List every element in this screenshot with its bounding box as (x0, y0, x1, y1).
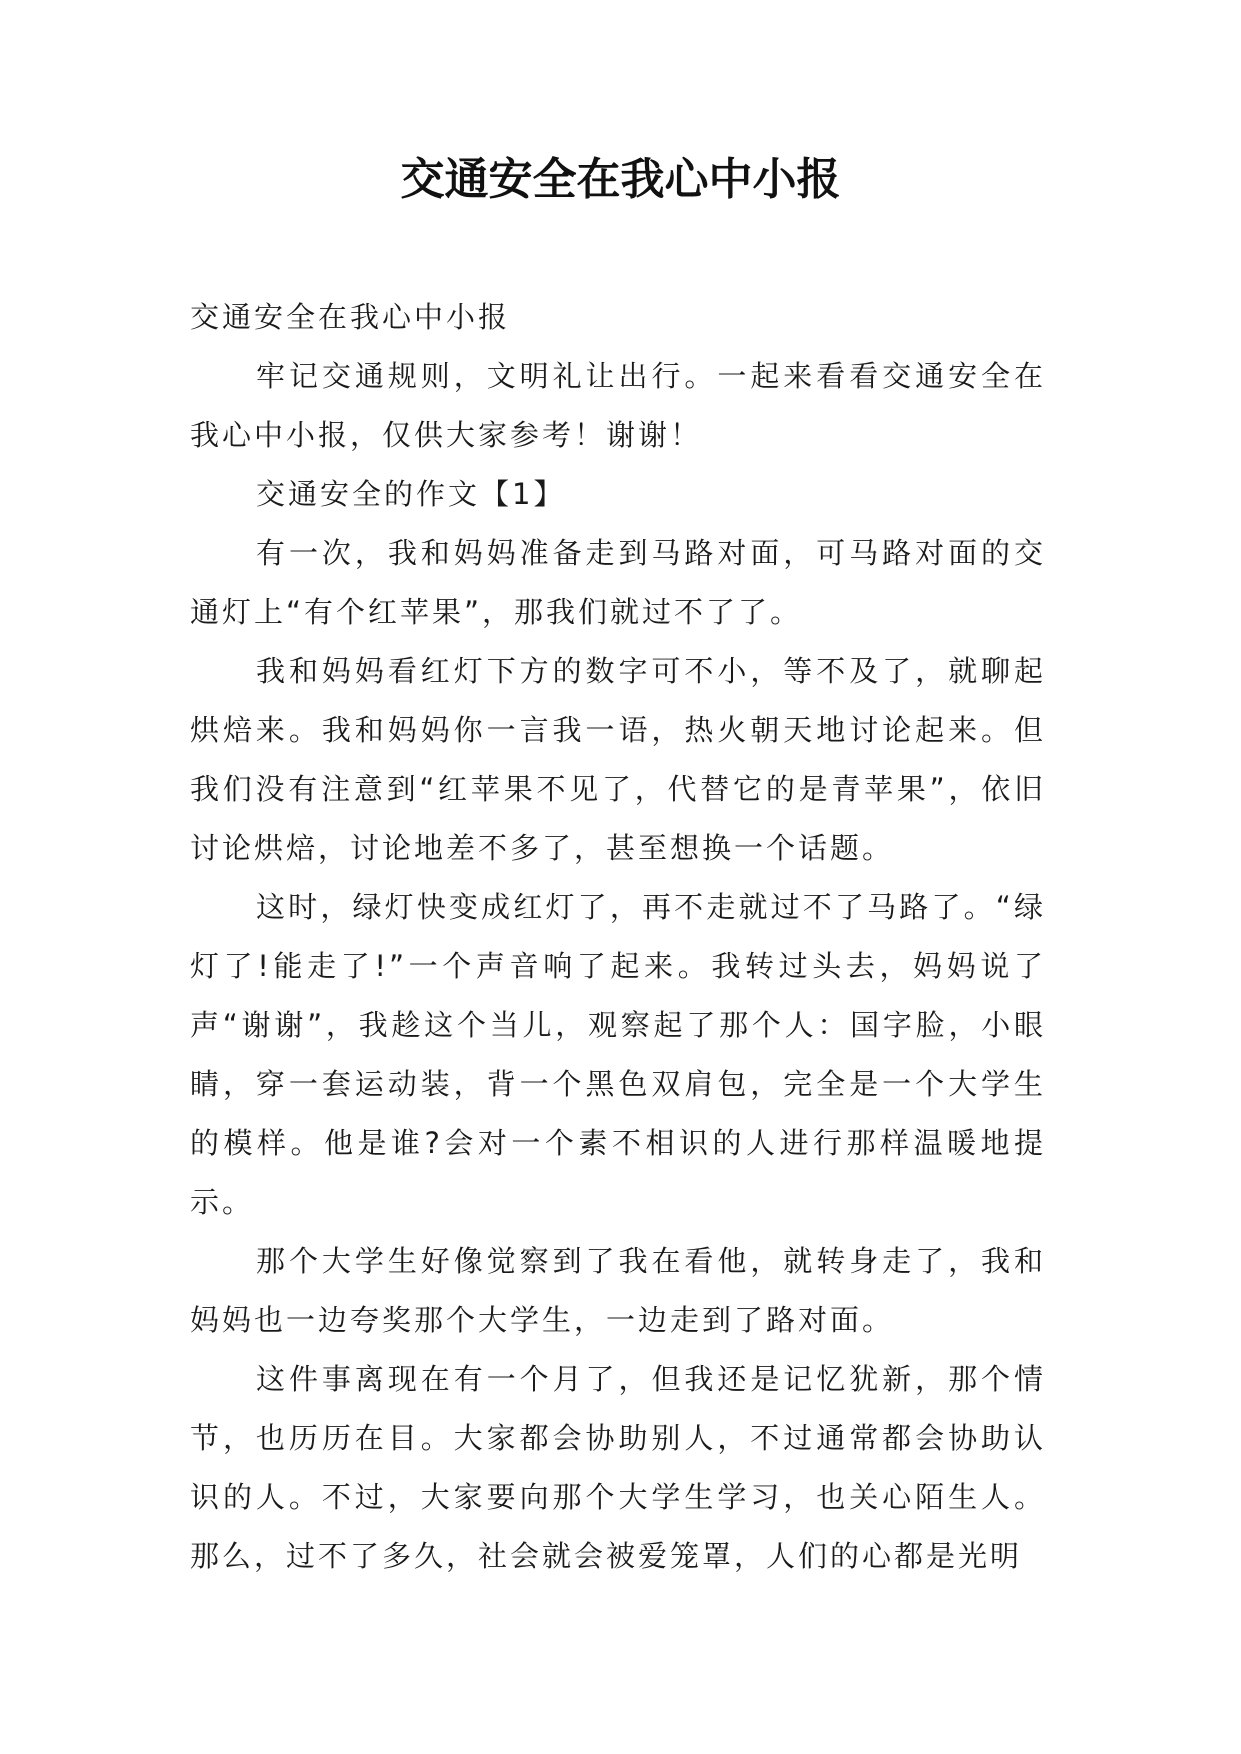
paragraph-intro: 牢记交通规则，文明礼让出行。一起来看看交通安全在我心中小报，仅供大家参考！谢谢！ (190, 359, 1046, 452)
section-heading: 交通安全的作文【1】 (256, 477, 566, 511)
document-title: 交通安全在我心中小报 (400, 154, 841, 205)
body-heading: 交通安全在我心中小报 (190, 300, 511, 334)
paragraph: 我和妈妈看红灯下方的数字可不小，等不及了，就聊起烘焙来。我和妈妈你一言我一语，热火朝天地讨论起来。但我们没有注意到“红苹果不见了，代替它的是青苹果”，依旧讨论烘焙，讨论地差不多了，甚至想换一个话题。 (190, 654, 1046, 865)
paragraph: 这时，绿灯快变成红灯了，再不走就过不了马路了。“绿灯了!能走了!”一个声音响了起来。我转过头去，妈妈说了声“谢谢”，我趁这个当儿，观察起了那个人：国字脸，小眼睛，穿一套运动装，背一个黑色双肩包，完全是一个大学生的模样。他是谁?会对一个素不相识的人进行那样温暖地提示。 (190, 890, 1046, 1219)
paragraph: 这件事离现在有一个月了，但我还是记忆犹新，那个情节，也历历在目。大家都会协助别人，不过通常都会协助认识的人。不过，大家要向那个大学生学习，也关心陌生人。那么，过不了多久，社会就会被爱笼罩，人们的心都是光明 (190, 1362, 1046, 1573)
paragraph: 有一次，我和妈妈准备走到马路对面，可马路对面的交通灯上“有个红苹果”，那我们就过不了了。 (190, 536, 1046, 629)
document-body (190, 288, 1046, 1586)
paragraph: 那个大学生好像觉察到了我在看他，就转身走了，我和妈妈也一边夸奖那个大学生，一边走到了路对面。 (190, 1244, 1046, 1337)
